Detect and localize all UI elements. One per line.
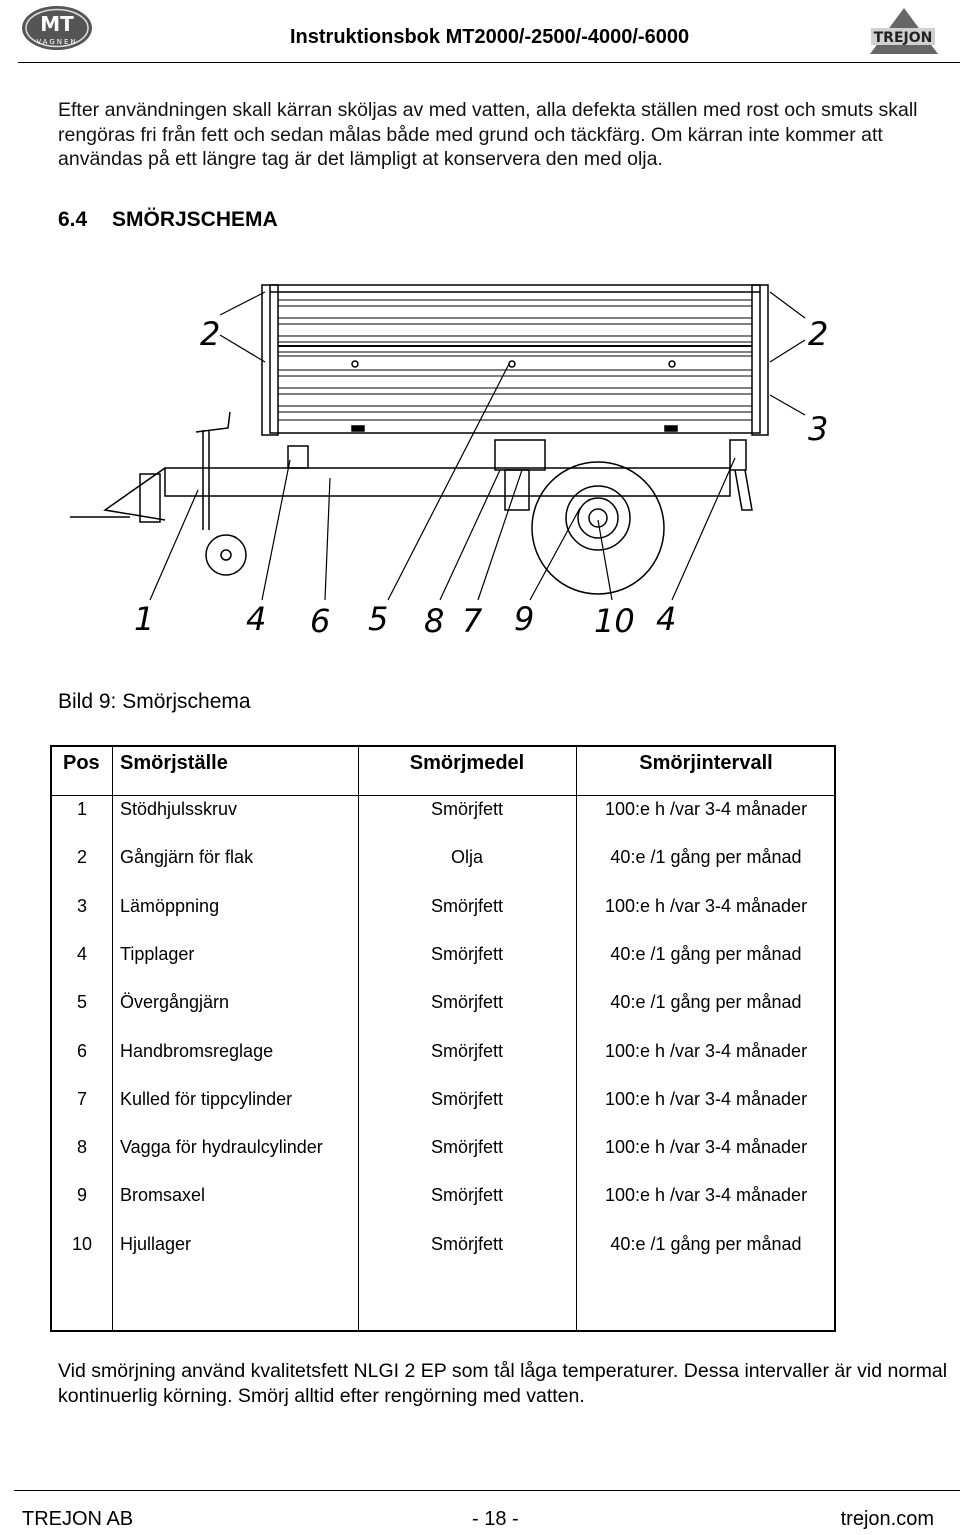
- table-cell-lubricant: Smörjfett: [430, 1040, 504, 1061]
- footer-website: trejon.com: [840, 1508, 934, 1530]
- table-cell-lubricant: Smörjfett: [430, 1185, 504, 1206]
- table-header-lubricant: Smörjmedel: [409, 752, 525, 774]
- mt-logo: [20, 4, 94, 52]
- table-cell-lubricant: Smörjfett: [430, 943, 504, 964]
- table-cell-lubricant: Smörjfett: [430, 1137, 504, 1158]
- table-cell-point: Stödhjulsskruv: [120, 799, 238, 819]
- intro-paragraph: Efter användningen skall kärran sköljas av med vatten, alla defekta ställen med rost och smuts skall rengöras fri från fett och sedan målas både med grund och täckfärg. Om kärran inte kommer att användas på ett längre tag är det lämpligt at konservera den med olja.: [58, 99, 918, 170]
- section-title: SMÖRJSCHEMA: [112, 208, 278, 231]
- table-cell-point: Övergångjärn: [120, 992, 230, 1013]
- table-cell-point: Bromsaxel: [120, 1185, 206, 1206]
- table-row: [52, 992, 834, 1016]
- section-heading: [58, 208, 278, 232]
- lubrication-note: Vid smörjning använd kvalitetsfett NLGI 2 EP som tål låga temperaturer. Dessa intervaller är vid normal kontinuerlig körning. Smörj alltid efter rengörning med vatten.: [58, 1360, 948, 1407]
- table-cell-interval: 100:e h /var 3-4 månader: [604, 895, 808, 916]
- callout-5: 5: [368, 600, 389, 638]
- table-row: [52, 1234, 834, 1258]
- svg-text:MT: MT: [40, 12, 74, 36]
- callout-10: 10: [594, 602, 635, 640]
- table-cell-lubricant: Smörjfett: [430, 799, 504, 819]
- svg-text:TREJON: TREJON: [873, 30, 933, 46]
- table-row: [52, 1185, 834, 1209]
- trejon-logo: [866, 6, 942, 58]
- table-cell-interval: 100:e h /var 3-4 månader: [604, 1185, 808, 1206]
- table-cell-interval: 100:e h /var 3-4 månader: [604, 799, 808, 819]
- table-cell-pos: 10: [71, 1233, 93, 1254]
- table-cell-point: Vagga för hydraulcylinder: [120, 1137, 323, 1158]
- table-cell-lubricant: Smörjfett: [430, 1233, 504, 1254]
- table-cell-interval: 40:e /1 gång per månad: [610, 992, 802, 1013]
- table-cell-point: Gångjärn för flak: [120, 847, 254, 868]
- footer-divider: [14, 1490, 960, 1491]
- table-cell-point: Hjullager: [120, 1233, 192, 1254]
- section-number: 6.4: [58, 208, 88, 231]
- table-row: [52, 1089, 834, 1113]
- table-row: [52, 944, 834, 968]
- callout-7: 7: [462, 602, 483, 640]
- callout-3: 3: [808, 410, 829, 448]
- callout-4-left: 4: [246, 600, 267, 638]
- table-cell-interval: 40:e /1 gång per månad: [610, 847, 802, 868]
- header-divider: [18, 62, 960, 63]
- callout-4-right: 4: [656, 600, 677, 638]
- table-cell-pos: 4: [76, 943, 87, 964]
- table-row: [52, 1137, 834, 1161]
- table-cell-point: Lämöppning: [120, 895, 220, 916]
- callout-8: 8: [424, 602, 445, 640]
- table-cell-lubricant: Smörjfett: [430, 1088, 504, 1109]
- table-cell-pos: 2: [76, 847, 87, 868]
- table-cell-pos: 6: [76, 1040, 87, 1061]
- table-header-pos: Pos: [63, 752, 100, 774]
- table-cell-pos: 8: [76, 1137, 87, 1158]
- table-cell-pos: 3: [76, 895, 87, 916]
- table-cell-point: Kulled för tippcylinder: [120, 1088, 293, 1109]
- table-row: [52, 1041, 834, 1065]
- table-cell-point: Tipplager: [120, 943, 195, 964]
- table-cell-pos: 7: [76, 1088, 87, 1109]
- table-cell-lubricant: Smörjfett: [430, 895, 504, 916]
- table-cell-interval: 100:e h /var 3-4 månader: [604, 1137, 808, 1158]
- figure-caption: Bild 9: Smörjschema: [58, 690, 251, 713]
- table-cell-interval: 40:e /1 gång per månad: [610, 943, 802, 964]
- trailer-lubrication-drawing: [60, 270, 860, 650]
- callout-1: 1: [134, 600, 155, 638]
- document-title: Instruktionsbok MT2000/-2500/-4000/-6000: [290, 26, 690, 48]
- callout-2-left: 2: [200, 315, 221, 353]
- table-cell-interval: 100:e h /var 3-4 månader: [604, 1088, 808, 1109]
- svg-text:VAGNEN: VAGNEN: [36, 38, 78, 46]
- table-header-divider: [52, 795, 834, 796]
- table-cell-point: Handbromsreglage: [120, 1040, 274, 1061]
- callout-6: 6: [310, 602, 331, 640]
- table-header-interval: Smörjintervall: [639, 752, 773, 774]
- table-cell-lubricant: Olja: [450, 847, 483, 868]
- lubrication-table: [50, 745, 836, 1332]
- page-number: - 18 -: [472, 1508, 519, 1530]
- callout-2-right: 2: [808, 315, 829, 353]
- table-row: [52, 896, 834, 920]
- table-cell-interval: 40:e /1 gång per månad: [610, 1233, 802, 1254]
- table-cell-lubricant: Smörjfett: [430, 992, 504, 1013]
- table-cell-pos: 9: [76, 1185, 87, 1206]
- table-header-lubrication-point: Smörjställe: [120, 752, 228, 774]
- table-row: [52, 799, 834, 823]
- footer-company: TREJON AB: [22, 1508, 134, 1530]
- callout-9: 9: [514, 600, 535, 638]
- table-cell-pos: 1: [76, 799, 87, 819]
- table-row: [52, 847, 834, 871]
- table-cell-pos: 5: [76, 992, 87, 1013]
- table-cell-interval: 100:e h /var 3-4 månader: [604, 1040, 808, 1061]
